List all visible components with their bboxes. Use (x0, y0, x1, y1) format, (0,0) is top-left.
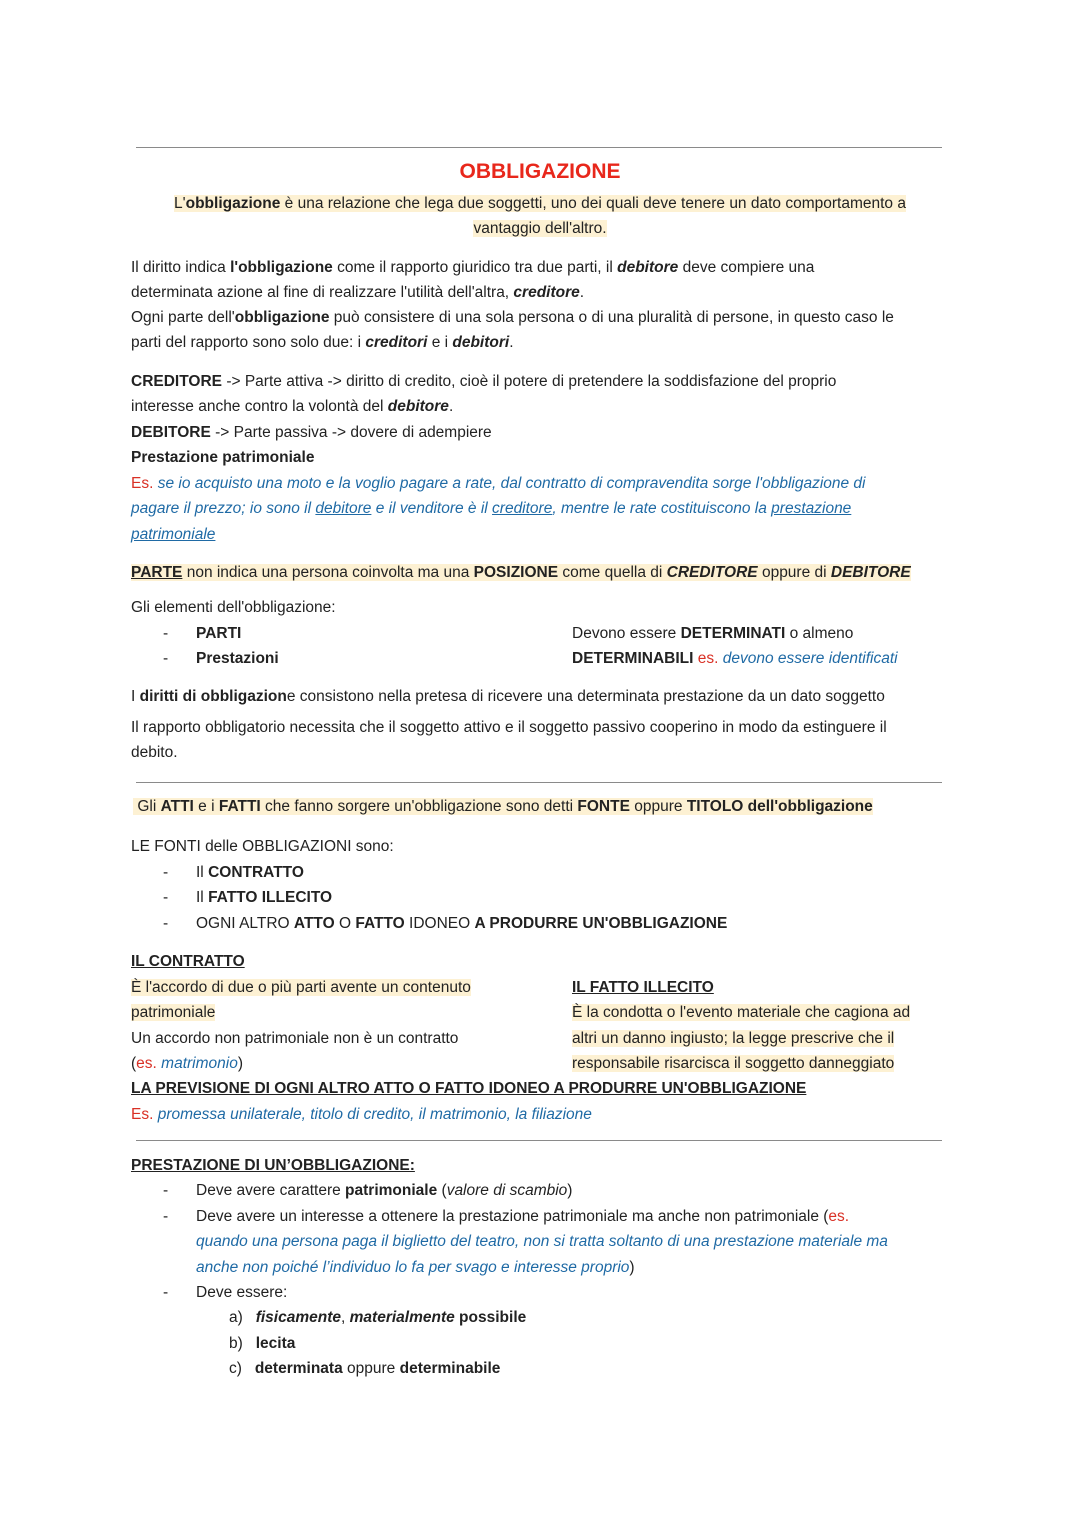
fonte-contratto: Il CONTRATTO (196, 864, 304, 881)
contratto-line-3: Un accordo non patrimoniale non è un contratto (131, 1030, 459, 1047)
fonte-note: Gli ATTI e i FATTI che fanno sorgere un'obbligazione sono detti FONTE oppure TITOLO dell'obbligazione (133, 794, 873, 819)
section-divider (136, 1140, 942, 1141)
requirement-a: a) fisicamente, materialmente possibile (229, 1309, 527, 1326)
diritti-line: I diritti di obbligazione consistono nella pretesa di ricevere una determinata prestazione da un dato soggetto (131, 688, 885, 705)
example-line-1: Es. se io acquisto una moto e la voglio pagare a rate, dal contratto di compravendita sorge l'obbligazione di (131, 475, 866, 492)
page-title: OBBLIGAZIONE (459, 160, 621, 183)
elements-note-1: Devono essere DETERMINATI o almeno (572, 625, 854, 642)
illecito-heading: IL FATTO ILLECITO (572, 979, 714, 996)
example-line-2: pagare il prezzo; io sono il debitore e il venditore è il creditore, mentre le rate costituiscono la prestazione (131, 500, 852, 517)
definition-line-2: vantaggio dell'altro. (473, 220, 607, 237)
illecito-line-1: È la condotta o l'evento materiale che cagiona ad (572, 1004, 911, 1021)
prestazione-item-2-cont-1: quando una persona paga il biglietto del teatro, non si tratta soltanto di una prestazione materiale ma (196, 1233, 888, 1250)
prestazione-heading: PRESTAZIONE DI UN’OBBLIGAZIONE: (131, 1157, 415, 1174)
elements-intro: Gli elementi dell'obbligazione: (131, 599, 336, 616)
illecito-line-2: altri un danno ingiusto; la legge prescrive che il (572, 1030, 895, 1047)
rapporto-line-1: Il rapporto obbligatorio necessita che il soggetto attivo e il soggetto passivo cooperino in modo da estinguere il (131, 719, 887, 736)
contratto-line-1: È l'accordo di due o più parti avente un contenuto (131, 979, 471, 996)
bullet-dash: - (163, 864, 169, 881)
prestazione-item-1: Deve avere carattere patrimoniale (valore di scambio) (196, 1182, 573, 1199)
bullet-dash: - (163, 1284, 169, 1301)
definition-line-1: L'obbligazione è una relazione che lega due soggetti, uno dei quali deve tenere un dato comportamento a (174, 195, 906, 212)
previsione-example: Es. promessa unilaterale, titolo di credito, il matrimonio, la filiazione (131, 1106, 592, 1123)
bullet-dash: - (163, 650, 169, 667)
fonti-intro: LE FONTI delle OBBLIGAZIONI sono: (131, 838, 394, 855)
para1-line-4: parti del rapporto sono solo due: i creditori e i debitori. (131, 334, 514, 351)
creditore-line: CREDITORE -> Parte attiva -> diritto di credito, cioè il potere di pretendere la soddisfazione del proprio (131, 373, 837, 390)
creditore-line-2: interesse anche contro la volontà del debitore. (131, 398, 454, 415)
para1-line-2: determinata azione al fine di realizzare l'utilità dell'altra, creditore. (131, 284, 585, 301)
top-divider (136, 147, 942, 148)
bullet-dash: - (163, 625, 169, 642)
contratto-line-4: (es. matrimonio) (131, 1055, 243, 1072)
requirement-c: c) determinata oppure determinabile (229, 1360, 501, 1377)
para1-line-3: Ogni parte dell'obbligazione può consistere di una sola persona o di una pluralità di persone, in questo caso le (131, 309, 894, 326)
example-line-3: patrimoniale (131, 526, 216, 543)
bullet-dash: - (163, 1182, 169, 1199)
bullet-dash: - (163, 1208, 169, 1225)
element-prestazioni: Prestazioni (196, 650, 279, 667)
rapporto-line-2: debito. (131, 744, 178, 761)
prestazione-item-2-cont-2: anche non poiché l’individuo lo fa per svago e interesse proprio) (196, 1259, 635, 1276)
prestazione-patrimoniale-label: Prestazione patrimoniale (131, 449, 315, 466)
requirement-b: b) lecita (229, 1335, 296, 1352)
para1-line-1: Il diritto indica l'obbligazione come il rapporto giuridico tra due parti, il debitore deve compiere una (131, 259, 815, 276)
debitore-line: DEBITORE -> Parte passiva -> dovere di adempiere (131, 424, 492, 441)
contratto-line-2: patrimoniale (131, 1004, 216, 1021)
prestazione-item-2: Deve avere un interesse a ottenere la prestazione patrimoniale ma anche non patrimoniale (es. (196, 1208, 850, 1225)
fonte-fatto-illecito: Il FATTO ILLECITO (196, 889, 333, 906)
contratto-heading: IL CONTRATTO (131, 953, 245, 970)
fonte-altro-atto: OGNI ALTRO ATTO O FATTO IDONEO A PRODURRE UN'OBBLIGAZIONE (196, 915, 728, 932)
elements-note-2: DETERMINABILI es. devono essere identificati (572, 650, 898, 667)
previsione-heading: LA PREVISIONE DI OGNI ALTRO ATTO O FATTO IDONEO A PRODURRE UN'OBBLIGAZIONE (131, 1080, 807, 1097)
parte-note: PARTE non indica una persona coinvolta ma una POSIZIONE come quella di CREDITORE oppure di DEBITORE (131, 564, 911, 581)
bullet-dash: - (163, 889, 169, 906)
bullet-dash: - (163, 915, 169, 932)
element-parti: PARTI (196, 625, 242, 642)
prestazione-item-3: Deve essere: (196, 1284, 288, 1301)
illecito-line-3: responsabile risarcisca il soggetto danneggiato (572, 1055, 895, 1072)
section-divider (136, 782, 942, 783)
